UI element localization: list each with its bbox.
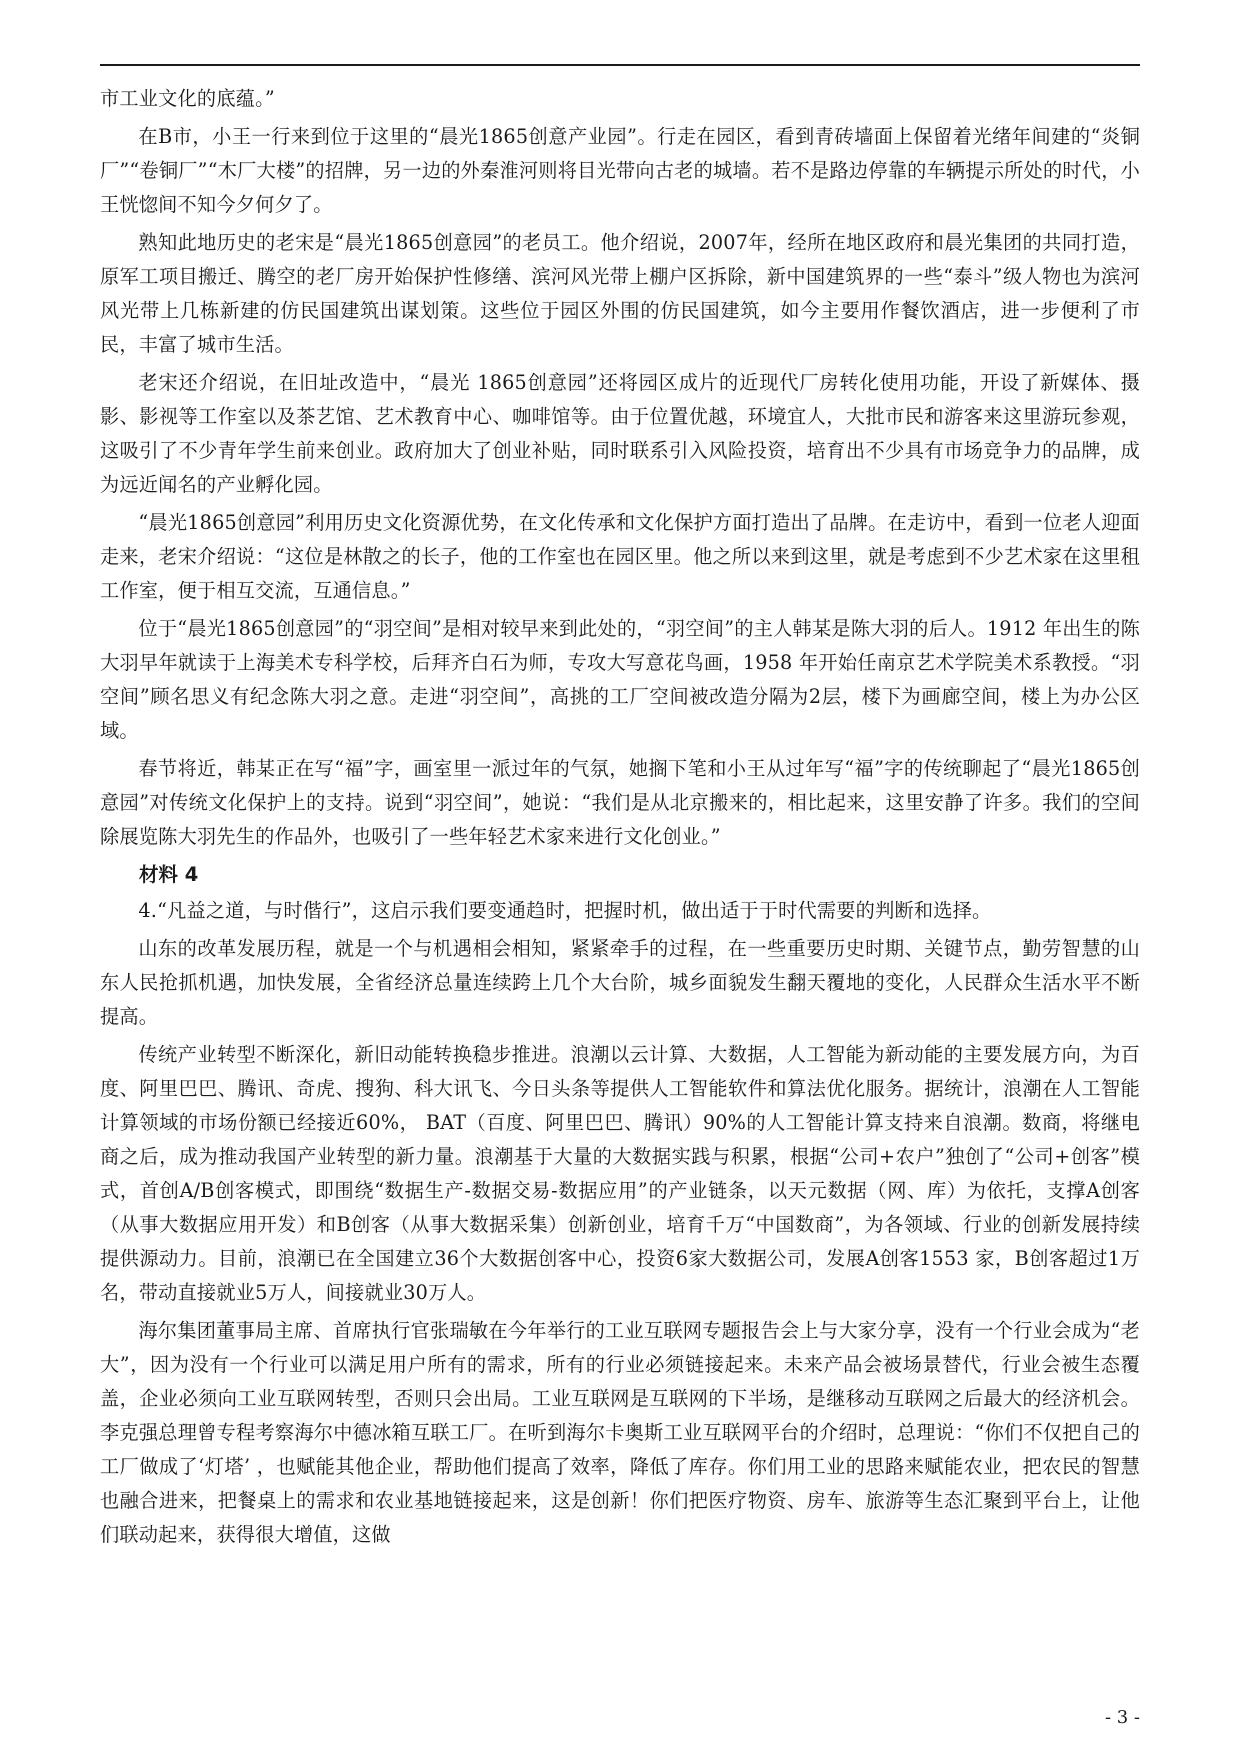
section-heading: 材料 4 (139, 863, 199, 886)
paragraph: 山东的改革发展历程，就是一个与机遇相会相知，紧紧牵手的过程，在一些重要历史时期、关键节点，勤劳智慧的山东人民抢抓机遇，加快发展，全省经济总量连续跨上几个大台阶，城乡面貌发生翻天覆地的变化，人民群众生活水平不断提高。 (100, 937, 1140, 1028)
document-body (100, 82, 1140, 1556)
paragraph: 春节将近，韩某正在写“福”字，画室里一派过年的气氛，她搁下笔和小王从过年写“福”字的传统聊起了“晨光1865创意园”对传统文化保护上的支持。说到“羽空间”，她说：“我们是从北京搬来的，相比起来，这里安静了许多。我们的空间除展览陈大羽先生的作品外，也吸引了一些年轻艺术家来进行文化创业。” (100, 757, 1140, 848)
header-rule (100, 64, 1140, 66)
paragraph: 海尔集团董事局主席、首席执行官张瑞敏在今年举行的工业互联网专题报告会上与大家分享，没有一个行业会成为“老大”，因为没有一个行业可以满足用户所有的需求，所有的行业必须链接起来。未来产品会被场景替代，行业会被生态覆盖，企业必须向工业互联网转型，否则只会出局。工业互联网是互联网的下半场，是继移动互联网之后最大的经济机会。李克强总理曾专程考察海尔中德冰箱互联工厂。在听到海尔卡奥斯工业互联网平台的介绍时，总理说：“你们不仅把自己的工厂做成了‘灯塔’ ，也赋能其他企业，帮助他们提高了效率，降低了库存。你们用工业的思路来赋能农业，把农民的智慧也融合进来，把餐桌上的需求和农业基地链接起来，这是创新！你们把医疗物资、房车、旅游等生态汇聚到平台上，让他们联动起来，获得很大增值，这做 (100, 1319, 1140, 1546)
paragraph: 传统产业转型不断深化，新旧动能转换稳步推进。浪潮以云计算、大数据，人工智能为新动能的主要发展方向，为百度、阿里巴巴、腾讯、奇虎、搜狗、科大讯飞、今日头条等提供人工智能软件和算法优化服务。据统计，浪潮在人工智能计算领域的市场份额已经接近60%， BAT（百度、阿里巴巴、腾讯）90%的人工智能计算支持来自浪潮。数商，将继电商之后，成为推动我国产业转型的新力量。浪潮基于大量的大数据实践与积累，根据“公司+农户”独创了“公司+创客”模式，首创A/B创客模式，即围绕“数据生产-数据交易-数据应用”的产业链条，以天元数据（网、库）为依托，支撑A创客（从事大数据应用开发）和B创客（从事大数据采集）创新创业，培育千万“中国数商”，为各领域、行业的创新发展持续提供源动力。目前，浪潮已在全国建立36个大数据创客中心，投资6家大数据公司，发展A创客1553 家，B创客超过1万名，带动直接就业5万人，间接就业30万人。 (100, 1043, 1140, 1304)
paragraph: “晨光1865创意园”利用历史文化资源优势，在文化传承和文化保护方面打造出了品牌。在走访中，看到一位老人迎面走来，老宋介绍说：“这位是林散之的长子，他的工作室也在园区里。他之所以来到这里，就是考虑到不少艺术家在这里租工作室，便于相互交流，互通信息。” (100, 511, 1140, 602)
paragraph: 4.“凡益之道，与时偕行”，这启示我们要变通趋时，把握时机，做出适于于时代需要的判断和选择。 (138, 899, 992, 922)
paragraph: 位于“晨光1865创意园”的“羽空间”是相对较早来到此处的，“羽空间”的主人韩某是陈大羽的后人。1912 年出生的陈大羽早年就读于上海美术专科学校，后拜齐白石为师，专攻大写意花鸟画，1958 年开始任南京艺术学院美术系教授。“羽空间”顾名思义有纪念陈大羽之意。走进“羽空间”，高挑的工厂空间被改造分隔为2层，楼下为画廊空间，楼上为办公区域。 (100, 617, 1140, 742)
paragraph: 熟知此地历史的老宋是“晨光1865创意园”的老员工。他介绍说，2007年，经所在地区政府和晨光集团的共同打造，原军工项目搬迁、腾空的老厂房开始保护性修缮、滨河风光带上棚户区拆除，新中国建筑界的一些“泰斗”级人物也为滨河风光带上几栋新建的仿民国建筑出谋划策。这些位于园区外围的仿民国建筑，如今主要用作餐饮酒店，进一步便利了市民，丰富了城市生活。 (100, 231, 1140, 356)
page-number: - 3 - (1104, 1707, 1140, 1728)
paragraph: 市工业文化的底蕴。” (100, 87, 275, 110)
paragraph: 在B市，小王一行来到位于这里的“晨光1865创意产业园”。行走在园区，看到青砖墙面上保留着光绪年间建的“炎铜厂”“卷铜厂”“木厂大楼”的招牌，另一边的外秦淮河则将目光带向古老的城墙。若不是路边停靠的车辆提示所处的时代，小王恍惚间不知今夕何夕了。 (100, 125, 1141, 216)
paragraph: 老宋还介绍说，在旧址改造中，“晨光 1865创意园”还将园区成片的近现代厂房转化使用功能，开设了新媒体、摄影、影视等工作室以及茶艺馆、艺术教育中心、咖啡馆等。由于位置优越，环境宜人，大批市民和游客来这里游玩参观，这吸引了不少青年学生前来创业。政府加大了创业补贴，同时联系引入风险投资，培育出不少具有市场竞争力的品牌，成为远近闻名的产业孵化园。 (100, 371, 1140, 496)
